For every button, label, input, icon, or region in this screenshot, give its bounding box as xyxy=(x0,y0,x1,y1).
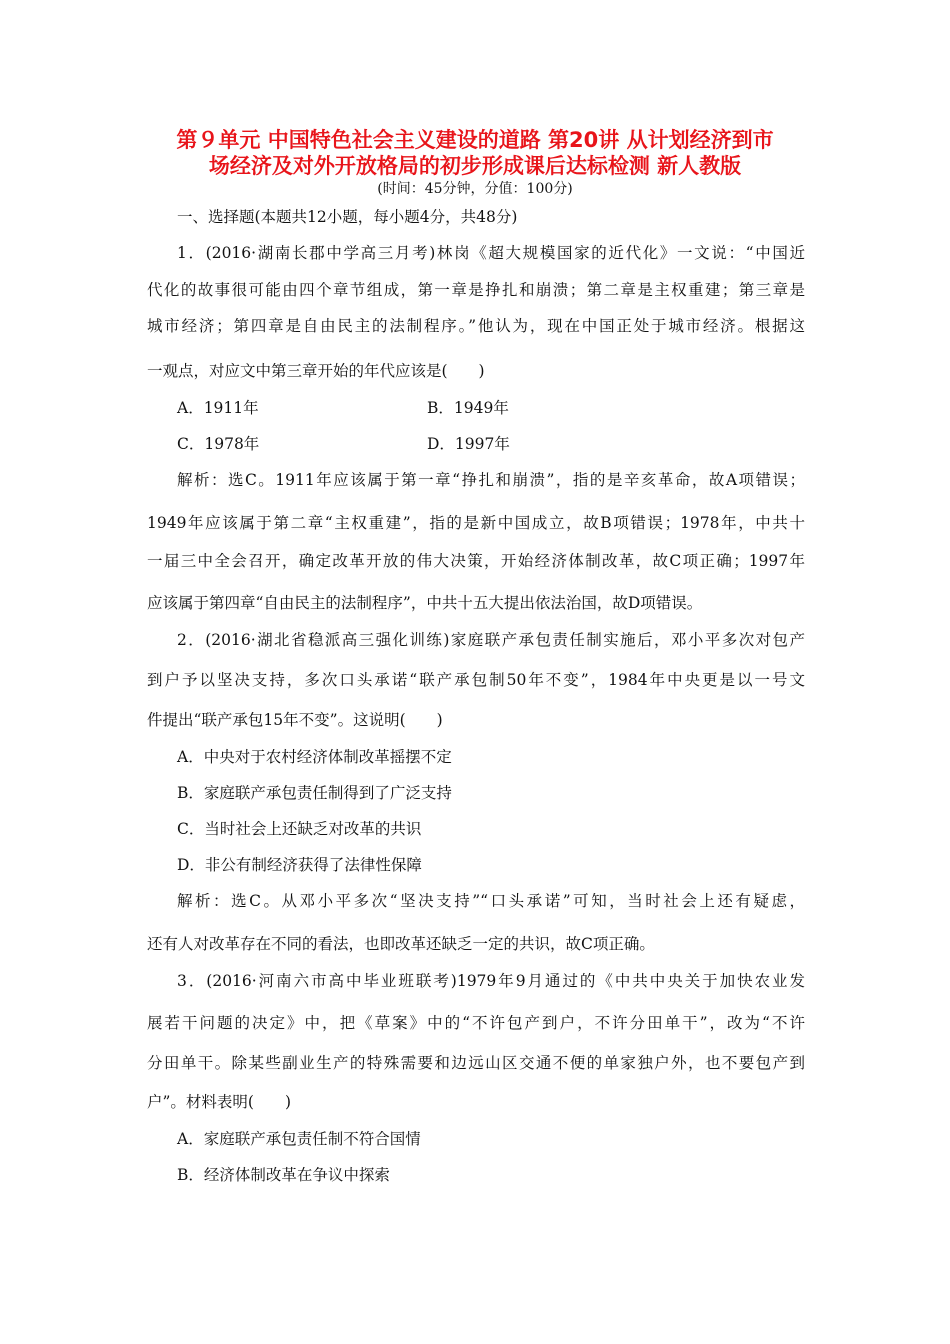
q2-option-a: A．中央对于农村经济体制改革摇摆不定 xyxy=(177,748,452,766)
q1-analysis-line: 一届三中全会召开，确定改革开放的伟大决策，开始经济体制改革，故C项正确；1997年 xyxy=(147,552,805,570)
q2-analysis-line: 解析：选C。从邓小平多次“坚决支持”“口头承诺”可知，当时社会上还有疑虑， xyxy=(177,892,805,910)
q3-stem-line: 展若干问题的决定》中，把《草案》中的“不许包产到户，不许分田单干”，改为“不许 xyxy=(147,1014,805,1032)
q3-stem-line: 户”。材料表明( ) xyxy=(147,1093,292,1111)
q1-analysis-line: 应该属于第四章“自由民主的法制程序”，中共十五大提出依法治国，故D项错误。 xyxy=(147,594,703,612)
q1-stem-line: 代化的故事很可能由四个章节组成，第一章是挣扎和崩溃；第二章是主权重建；第三章是 xyxy=(147,281,805,299)
q2-stem-line: 到户予以坚决支持，多次口头承诺“联产承包制50年不变”，1984年中央更是以一号文 xyxy=(147,671,805,689)
q1-analysis-line: 1949年应该属于第二章“主权重建”，指的是新中国成立，故B项错误；1978年，中共十 xyxy=(147,514,805,532)
q1-option-c: C．1978年 xyxy=(177,435,260,453)
q1-stem-line: 1．(2016·湖南长郡中学高三月考)林岗《超大规模国家的近代化》一文说：“中国近 xyxy=(177,244,805,262)
document-title-line-2: 场经济及对外开放格局的初步形成课后达标检测 新人教版 xyxy=(208,154,742,178)
q2-stem-line: 2．(2016·湖北省稳派高三强化训练)家庭联产承包责任制实施后，邓小平多次对包产 xyxy=(177,631,805,649)
q2-stem-line: 件提出“联产承包15年不变”。这说明( ) xyxy=(147,711,443,729)
q2-option-d: D．非公有制经济获得了法律性保障 xyxy=(177,856,422,874)
section-heading: 一、选择题(本题共12小题，每小题4分，共48分) xyxy=(177,208,518,226)
q1-option-b: B．1949年 xyxy=(427,399,509,417)
document-title-line-1: 第９单元 中国特色社会主义建设的道路 第20讲 从计划经济到市 xyxy=(176,128,774,152)
q1-stem-line: 一观点，对应文中第三章开始的年代应该是( ) xyxy=(147,362,485,380)
q2-analysis-line: 还有人对改革存在不同的看法，也即改革还缺乏一定的共识，故C项正确。 xyxy=(147,935,655,953)
q1-option-a: A．1911年 xyxy=(177,399,259,417)
q2-option-c: C．当时社会上还缺乏对改革的共识 xyxy=(177,820,422,838)
exam-time-score: (时间：45分钟，分值：100分) xyxy=(377,181,573,197)
q3-option-a: A．家庭联产承包责任制不符合国情 xyxy=(177,1130,421,1148)
q3-option-b: B．经济体制改革在争议中探索 xyxy=(177,1166,390,1184)
q1-option-d: D．1997年 xyxy=(427,435,510,453)
q3-stem-line: 3．(2016·河南六市高中毕业班联考)1979年9月通过的《中共中央关于加快农业发 xyxy=(177,972,805,990)
q1-stem-line: 城市经济；第四章是自由民主的法制程序。”他认为，现在中国正处于城市经济。根据这 xyxy=(147,317,805,335)
q3-stem-line: 分田单干。除某些副业生产的特殊需要和边远山区交通不便的单家独户外，也不要包产到 xyxy=(147,1054,805,1072)
q2-option-b: B．家庭联产承包责任制得到了广泛支持 xyxy=(177,784,452,802)
q1-analysis-line: 解析：选C。1911年应该属于第一章“挣扎和崩溃”，指的是辛亥革命，故A项错误； xyxy=(177,471,805,489)
